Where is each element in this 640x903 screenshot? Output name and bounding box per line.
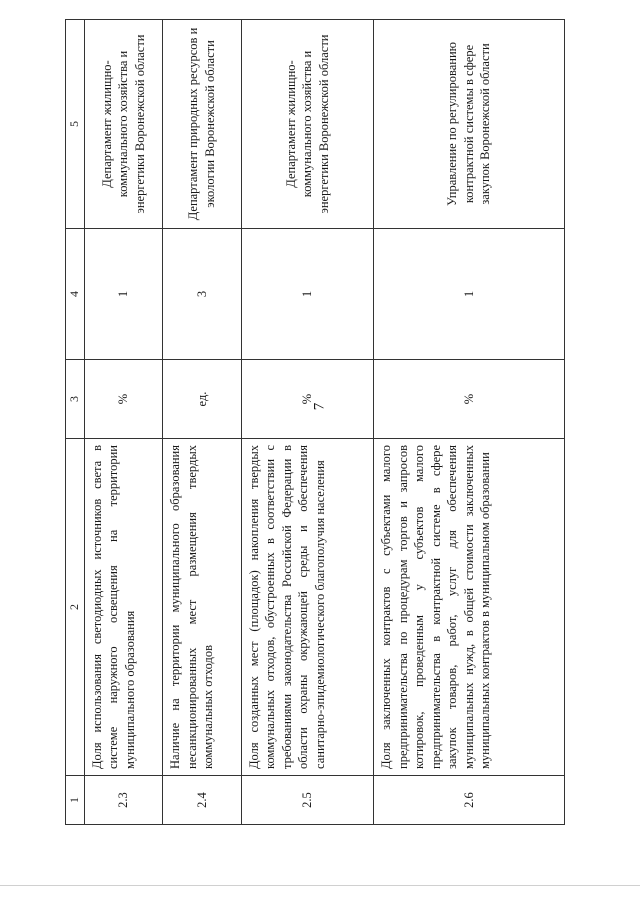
unit-cell: % bbox=[241, 360, 374, 439]
indicators-table bbox=[65, 19, 565, 825]
header-col-2: 2 bbox=[66, 439, 85, 776]
header-col-1: 1 bbox=[66, 776, 85, 825]
table-row bbox=[374, 20, 565, 825]
table-row bbox=[163, 20, 241, 825]
row-number: 2.5 bbox=[241, 776, 374, 825]
row-number: 2.3 bbox=[84, 776, 162, 825]
scan-edge-line bbox=[0, 885, 640, 886]
indicator-text: Доля использования светодиодных источников света в системе наружного освещения на территории муниципального образования bbox=[84, 439, 162, 776]
value-cell: 1 bbox=[84, 229, 162, 360]
unit-cell: ед. bbox=[163, 360, 241, 439]
value-cell: 3 bbox=[163, 229, 241, 360]
header-col-4: 4 bbox=[66, 229, 85, 360]
department-cell: Департамент жилищно-коммунального хозяйства и энергетики Воронежской области bbox=[84, 20, 162, 229]
page-number: 7 bbox=[311, 402, 328, 411]
indicators-table-rotated bbox=[65, 27, 565, 825]
unit-cell: % bbox=[84, 360, 162, 439]
row-number: 2.6 bbox=[374, 776, 565, 825]
department-cell: Департамент природных ресурсов и экологии Воронежской области bbox=[163, 20, 241, 229]
unit-cell: % bbox=[374, 360, 565, 439]
department-cell: Управление по регулированию контрактной системы в сфере закупок Воронежской области bbox=[374, 20, 565, 229]
value-cell: 1 bbox=[241, 229, 374, 360]
table-row bbox=[84, 20, 162, 825]
department-cell: Департамент жилищно-коммунального хозяйства и энергетики Воронежской области bbox=[241, 20, 374, 229]
indicator-text: Доля заключенных контрактов с субъектами малого предпринимательства по процедурам торгов и запросов котировок, проведенным у субъектов малого предпринимательства в контрактной системе в сфере закупок товаров, работ, услуг для обеспечения муниципальных нужд, в общей стоимости заключенных муниципальных контрактов в муниципальном образовании bbox=[374, 439, 565, 776]
table-header-row bbox=[66, 20, 85, 825]
header-col-3: 3 bbox=[66, 360, 85, 439]
value-cell: 1 bbox=[374, 229, 565, 360]
row-number: 2.4 bbox=[163, 776, 241, 825]
indicator-text: Доля созданных мест (площадок) накопления твердых коммунальных отходов, обустроенных в соответствии с требованиями законодательства Российской Федерации в области охраны окружающей среды и обеспечения санитарно-эпидемиологического благополучия населения bbox=[241, 439, 374, 776]
indicator-text: Наличие на территории муниципального образования несанкционированных мест размещения твердых коммунальных отходов bbox=[163, 439, 241, 776]
header-col-5: 5 bbox=[66, 20, 85, 229]
table-row bbox=[241, 20, 374, 825]
